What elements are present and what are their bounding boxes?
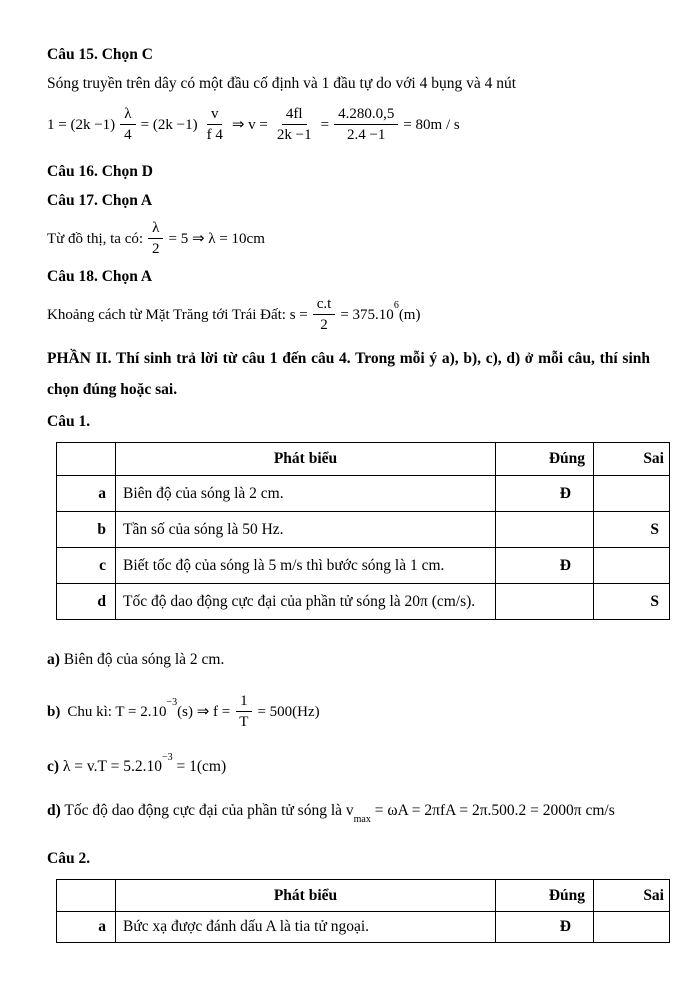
cau1-answer-b-formula (47, 692, 650, 731)
fraction-numerator: v (207, 105, 223, 125)
fraction-numerator: 1 (236, 692, 252, 712)
formula-text: = (2k −1) (140, 116, 198, 133)
item-text: Biên độ của sóng là 2 cm. (59, 651, 225, 668)
fraction-1-over-T (235, 692, 252, 731)
row-letter: a (57, 476, 116, 512)
header-sai: Sai (594, 880, 670, 912)
row-dung-value (496, 512, 594, 548)
header-statement: Phát biểu (116, 880, 496, 912)
row-dung-value: Đ (496, 548, 594, 584)
item-label: c) (47, 758, 60, 775)
formula-text: = ωA = 2πfA = 2π.500.2 = 2000π cm/s (370, 802, 615, 819)
item-label: b) (47, 703, 61, 720)
row-sai-value (594, 548, 670, 584)
formula-chunk (340, 299, 421, 324)
row-letter: b (57, 512, 116, 548)
formula-text: 1 = (2k −1) (47, 116, 116, 133)
formula-text: = 375.10 (340, 306, 394, 323)
cau15-heading: Câu 15. Chọn C (47, 46, 153, 63)
header-letter-cell (57, 443, 116, 476)
row-statement: Tần số của sóng là 50 Hz. (116, 512, 496, 548)
row-dung-value (496, 584, 594, 620)
fraction-numeric (334, 105, 398, 144)
cau15-description: Sóng truyền trên dây có một đầu cố định và 1 đầu tự do với 4 bụng và 4 nút (47, 75, 517, 92)
table-row (57, 912, 670, 943)
fraction-numerator: 4fl (282, 105, 307, 125)
formula-text: Từ đồ thị, ta có: (47, 230, 144, 247)
row-statement: Bức xạ được đánh dấu A là tia tử ngoại. (116, 912, 496, 943)
row-sai-value (594, 476, 670, 512)
header-dung: Đúng (496, 880, 594, 912)
cau1-true-false-table (56, 442, 670, 620)
fraction-numerator: 4.280.0,5 (334, 105, 398, 125)
row-sai-value: S (594, 584, 670, 620)
row-statement: Tốc độ dao động cực đại của phần tử sóng là 20π (cm/s). (116, 584, 496, 620)
cau1-answer-a (47, 650, 650, 670)
header-dung: Đúng (496, 443, 594, 476)
fraction-denominator: 2 (152, 241, 160, 257)
formula-text: Chu kì: T = 2.10 (67, 703, 167, 720)
formula-chunk (67, 696, 231, 721)
formula-text: Tốc độ dao động cực đại của phần tử sóng là v (60, 802, 354, 819)
formula-result: = 500(Hz) (257, 703, 320, 720)
formula-text: λ = v.T = 5.2.10 (59, 758, 162, 775)
cau1-answer-c (47, 751, 650, 777)
row-dung-value: Đ (496, 476, 594, 512)
cau1-answer-d (47, 801, 650, 826)
cau15-formula (47, 105, 650, 144)
formula-text: = 1(cm) (172, 758, 227, 775)
formula-text: Khoảng cách từ Mặt Trăng tới Trái Đất: s = (47, 306, 308, 323)
table-row (57, 476, 670, 512)
fraction-numerator: c.t (313, 295, 336, 315)
row-letter: c (57, 548, 116, 584)
header-sai: Sai (594, 443, 670, 476)
fraction-denominator: 2 (320, 317, 328, 333)
row-sai-value (594, 912, 670, 943)
fraction-4fl-over-2k-1 (273, 105, 316, 144)
fraction-denominator: f 4 (206, 127, 223, 143)
cau17-formula (47, 219, 650, 258)
fraction-denominator: 2.4 −1 (346, 127, 386, 143)
fraction-lambda-over-2 (148, 219, 164, 258)
fraction-numerator: λ (148, 219, 163, 239)
table-header-row (57, 443, 670, 476)
cau18-formula (47, 295, 650, 334)
row-dung-value: Đ (496, 912, 594, 943)
row-statement: Biết tốc độ của sóng là 5 m/s thì bước sóng là 1 cm. (116, 548, 496, 584)
fraction-denominator: 2k −1 (276, 127, 312, 143)
exponent: −3 (161, 751, 173, 763)
formula-result: = 5 ⇒ λ = 10cm (168, 230, 265, 247)
formula-text: = (320, 116, 330, 133)
fraction-ct-over-2 (313, 295, 336, 334)
formula-text: (m) (398, 306, 421, 323)
item-label: a) (47, 651, 60, 668)
subscript-max: max (353, 814, 371, 826)
fraction-numerator: λ (120, 105, 135, 125)
formula-text: (s) ⇒ f = (177, 703, 231, 720)
exponent: −3 (166, 696, 178, 708)
cau18-heading: Câu 18. Chọn A (47, 268, 153, 285)
exponent: 6 (393, 299, 399, 311)
row-sai-value: S (594, 512, 670, 548)
table-header-row (57, 880, 670, 912)
fraction-denominator: T (239, 714, 249, 730)
header-statement: Phát biểu (116, 443, 496, 476)
cau2-true-false-table (56, 879, 670, 943)
row-letter: d (57, 584, 116, 620)
table-row (57, 512, 670, 548)
fraction-v-over-f4 (203, 105, 227, 144)
cau2-heading: Câu 2. (47, 850, 91, 867)
formula-text: ⇒ v = (231, 116, 268, 133)
item-label: d) (47, 802, 61, 819)
formula-result: = 80m / s (403, 116, 460, 133)
table-row (57, 548, 670, 584)
cau16-heading: Câu 16. Chọn D (47, 163, 153, 180)
header-letter-cell (57, 880, 116, 912)
phan2-instruction: PHẦN II. Thí sinh trả lời từ câu 1 đến câu 4. Trong mỗi ý a), b), c), d) ở mỗi câu, thí sinh chọn đúng hoặc sai. (47, 350, 650, 398)
fraction-lambda-over-4 (120, 105, 136, 144)
row-statement: Biên độ của sóng là 2 cm. (116, 476, 496, 512)
cau1-heading: Câu 1. (47, 413, 91, 430)
cau17-heading: Câu 17. Chọn A (47, 192, 153, 209)
table-row (57, 584, 670, 620)
row-letter: a (57, 912, 116, 943)
fraction-denominator: 4 (124, 127, 132, 143)
